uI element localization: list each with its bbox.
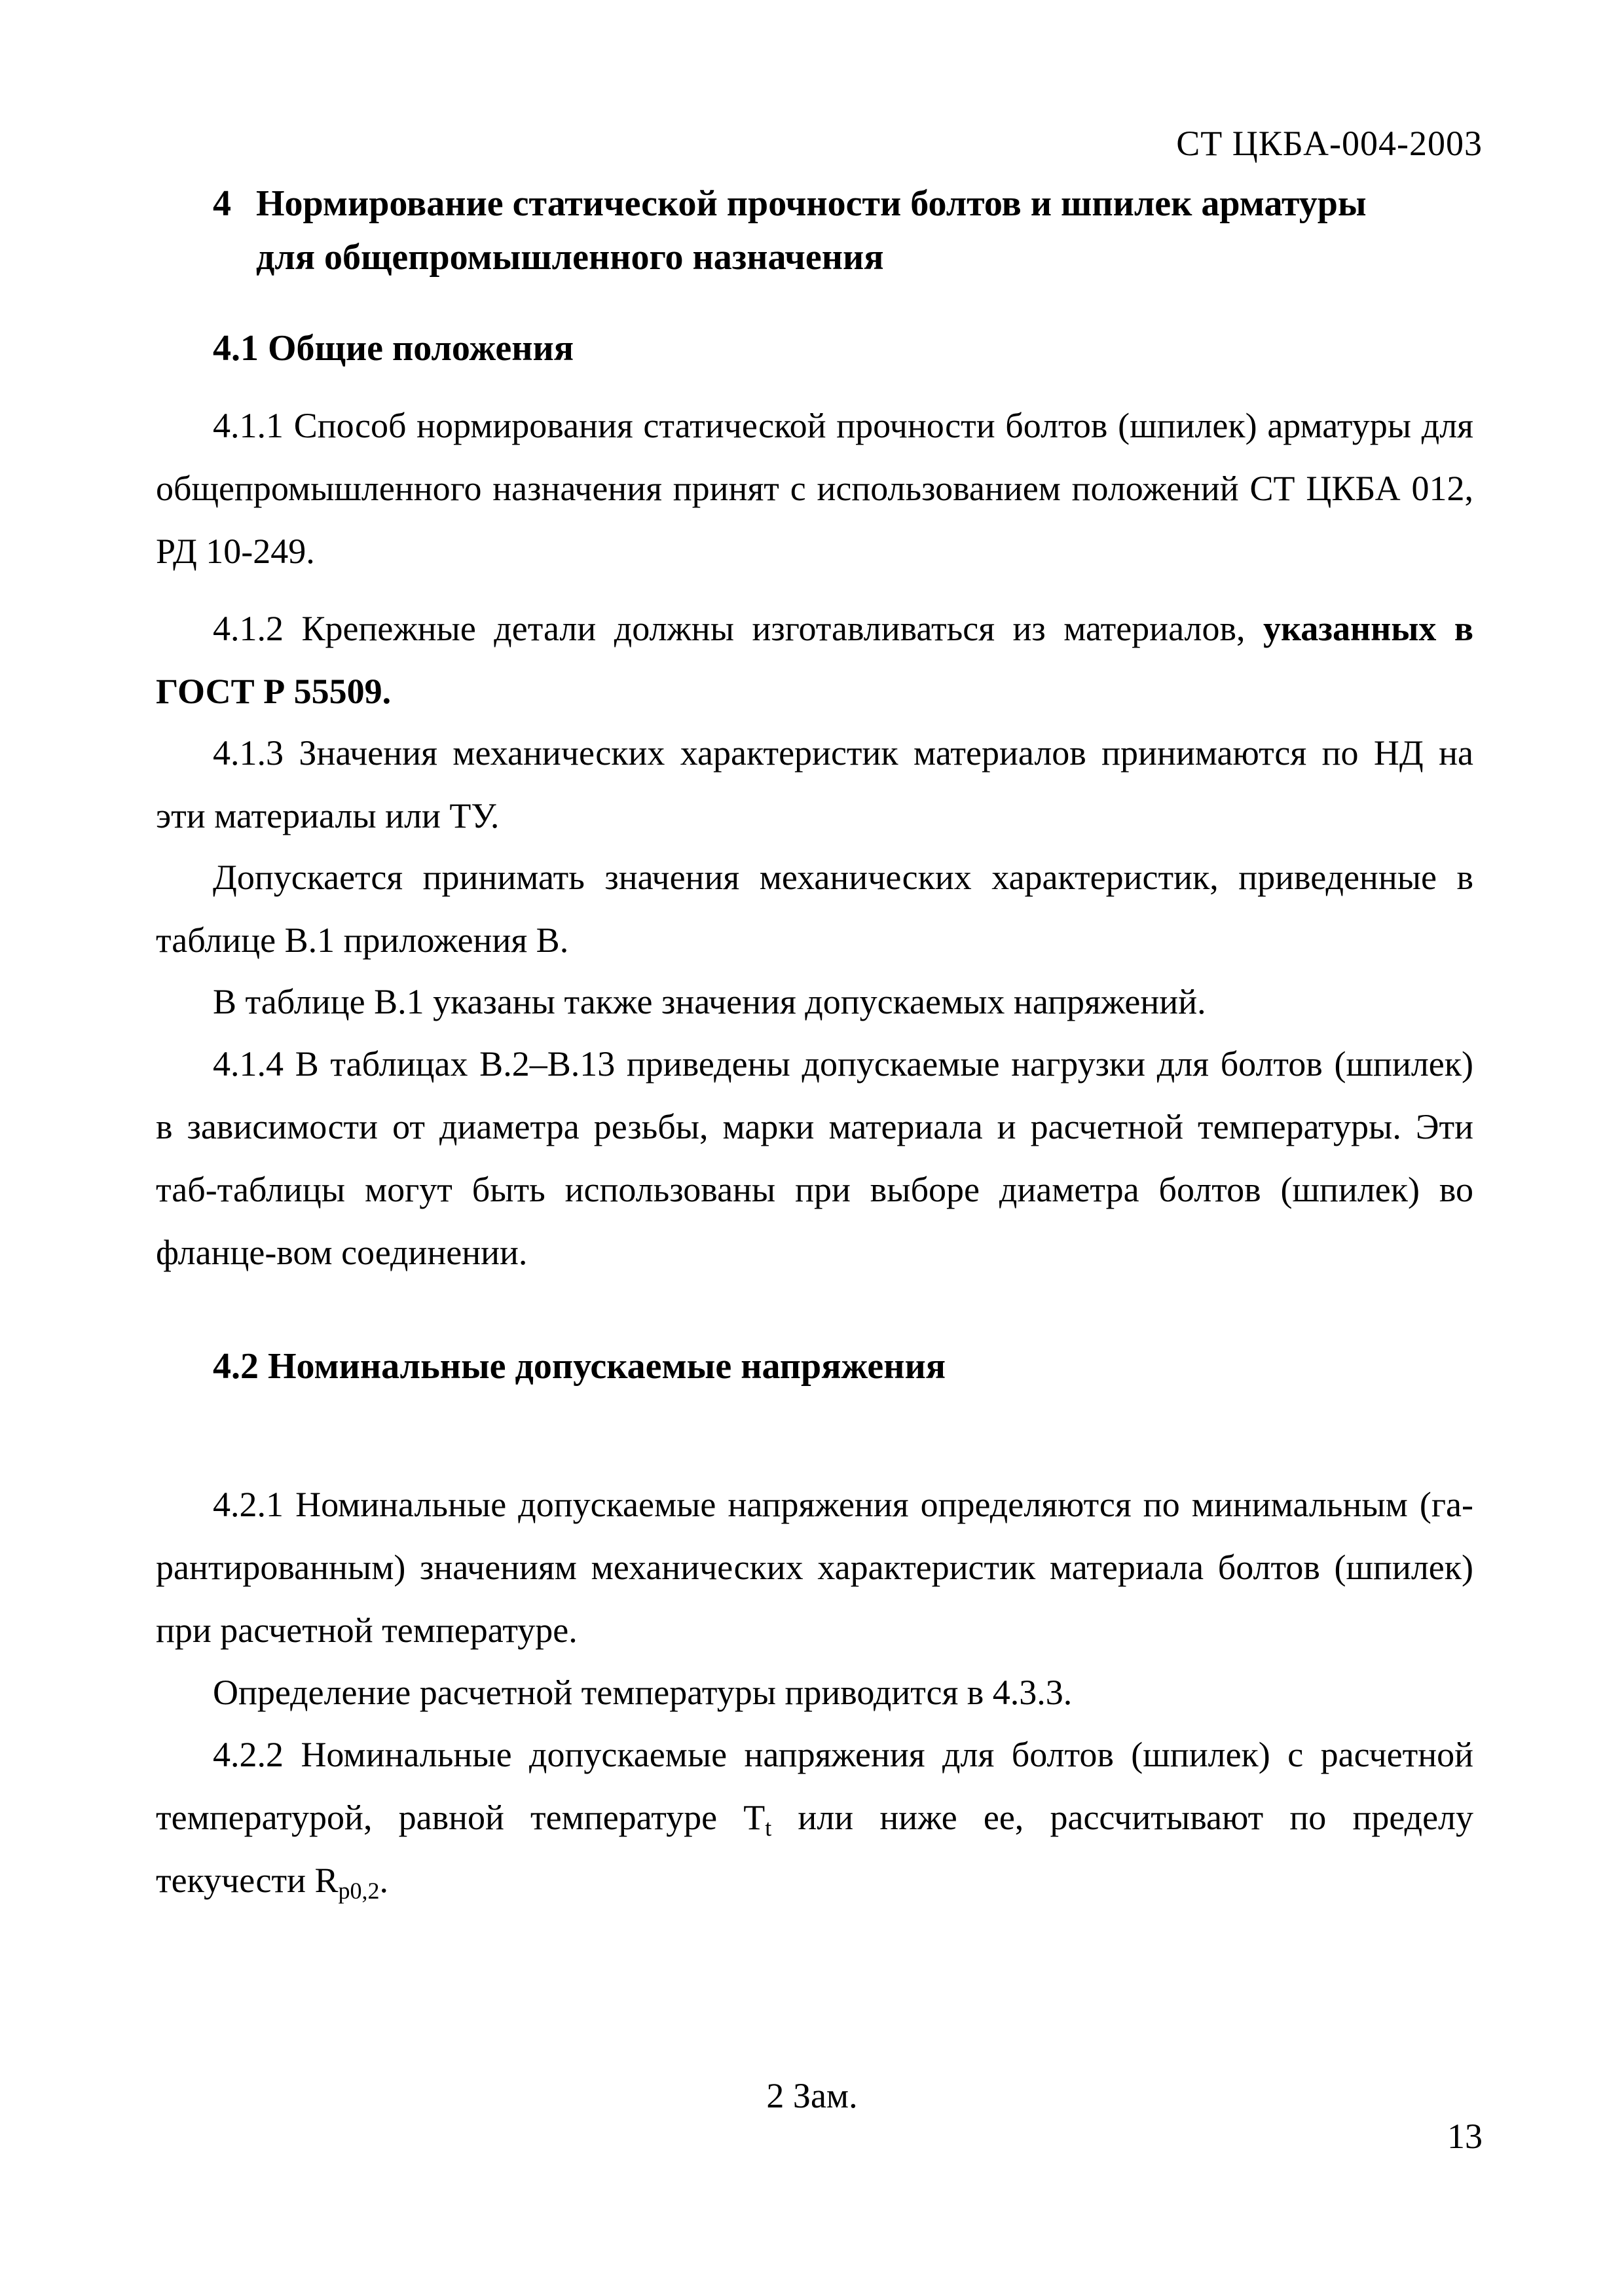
subscript-p02: p0,2 — [338, 1878, 380, 1904]
paragraph-table-note: В таблице В.1 указаны также значения допускаемых напряжений. — [213, 982, 1206, 1021]
paragraph-temperature-definition: Определение расчетной температуры приводится в 4.3.3. — [213, 1673, 1073, 1712]
paragraph-4-1-4: 4.1.4 В таблицах В.2–В.13 приведены допускаемые нагрузки для болтов (шпилек) в зависимости от диаметра резьбы, марки материала и расчетной температуры. Эти таб-таблицы могут быть использованы при выборе диаметра болтов (шпилек) во фланце-вом соединении. — [156, 1044, 1473, 1272]
section-title-line2: для общепромышленного назначения — [256, 237, 884, 278]
section-title — [213, 177, 1457, 284]
section-number: 4 — [213, 183, 231, 224]
paragraph-4-1-3: 4.1.3 Значения механических характеристик материалов принимаются по НД на эти материалы или ТУ. — [156, 733, 1473, 835]
paragraph-4-1-2-bold: указанных в ГОСТ Р 55509. — [156, 609, 1474, 711]
paragraph-allowance: Допускается принимать значения механических характеристик, приведенные в таблице В.1 приложения В. — [156, 858, 1473, 960]
paragraph-4-2-2-mid: или ниже ее, рассчитывают по пределу текучести R — [156, 1798, 1473, 1900]
subscript-t: t — [765, 1815, 772, 1841]
paragraph-4-1-2-text: 4.1.2 Крепежные детали должны изготавливаться из материалов, — [213, 609, 1263, 648]
document-code: СТ ЦКБА-004-2003 — [1176, 124, 1483, 163]
amendment-note: 2 Зам. — [766, 2076, 858, 2115]
subsection-title-4-2: 4.2 Номинальные допускаемые напряжения — [213, 1346, 946, 1387]
paragraph-4-1-2 — [156, 597, 1473, 723]
paragraph-4-2-2-text: 4.2.2 Номинальные допускаемые напряжения для болтов (шпилек) с расчетной температурой, равной температуре T — [156, 1735, 1473, 1837]
subsection-title-4-1: 4.1 Общие положения — [213, 328, 574, 369]
page-number: 13 — [1447, 2117, 1483, 2156]
section-title-line1: Нормирование статической прочности болтов и шпилек арматуры — [256, 183, 1367, 224]
paragraph-4-1-1: 4.1.1 Способ нормирования статической прочности болтов (шпилек) арматуры для общепромышленного назначения принят с использованием положений СТ ЦКБА 012, РД 10-249. — [156, 406, 1473, 571]
paragraph-4-2-2 — [156, 1723, 1473, 1912]
paragraph-4-2-2-end: . — [379, 1861, 388, 1900]
paragraph-4-2-1: 4.2.1 Номинальные допускаемые напряжения определяются по минимальным (га-рантированным) значениям механических характеристик материала болтов (шпилек) при расчетной температуре. — [156, 1485, 1473, 1650]
